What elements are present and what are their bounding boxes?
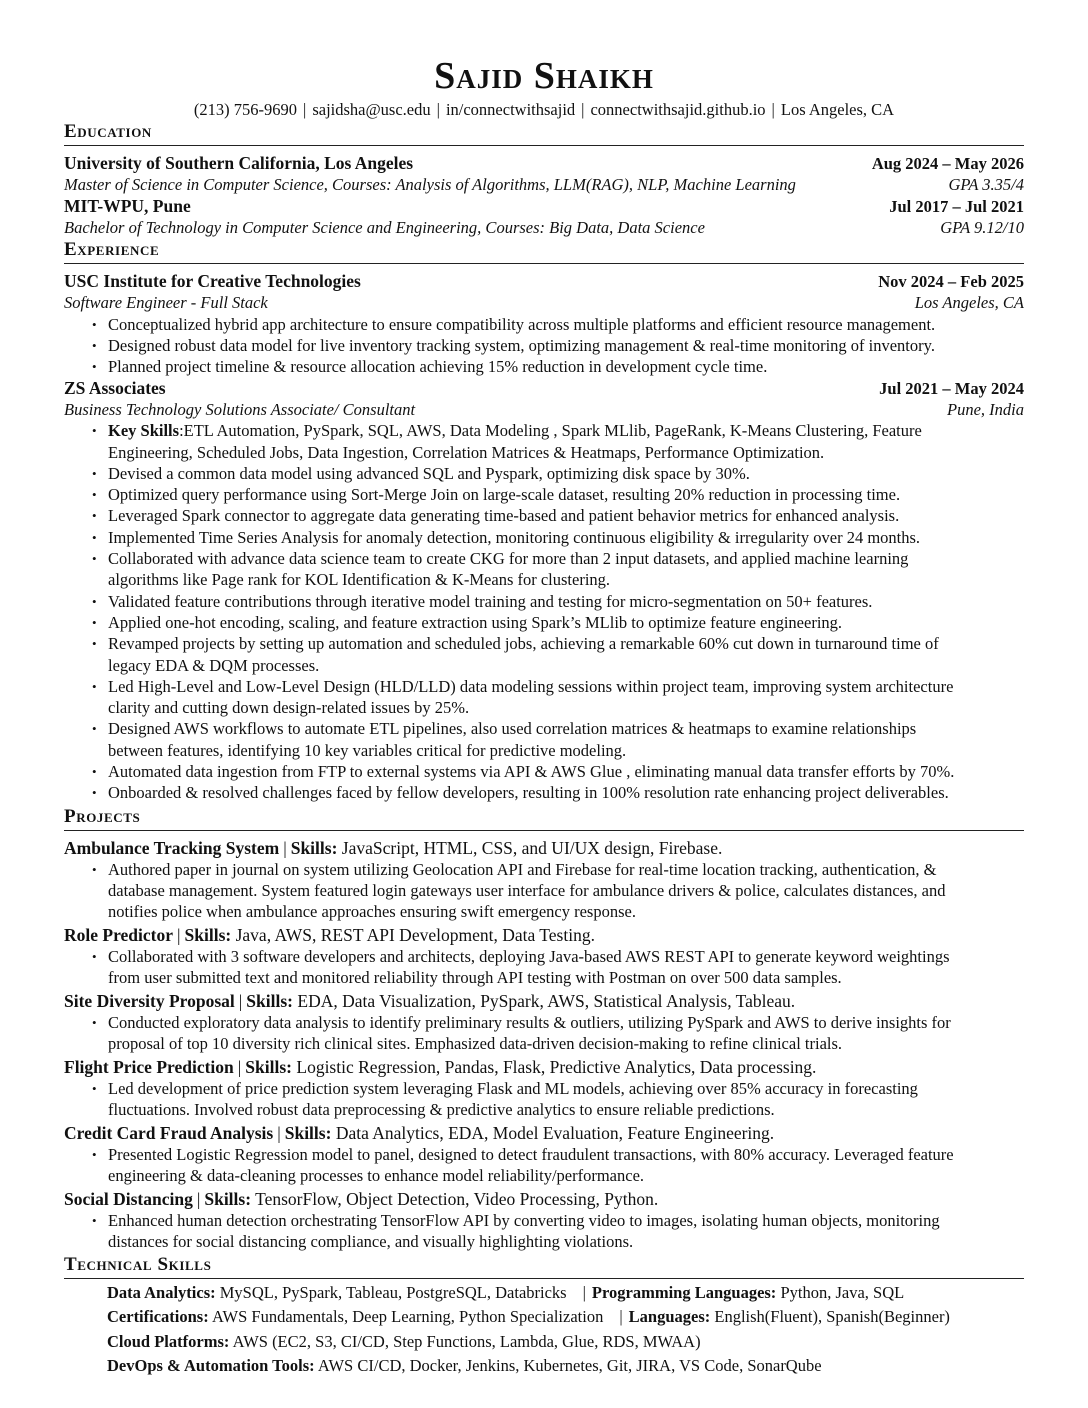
project-name: Role Predictor [64, 924, 174, 945]
bullet-item [108, 859, 1024, 922]
bullet-item [108, 1144, 1024, 1186]
project-skills: Data Analytics, EDA, Model Evaluation, Feature Engineering. [335, 1122, 775, 1143]
bullet-text: engineering & data-cleaning processes to enhance model reliability/performance. [108, 1165, 645, 1185]
education-entry [64, 196, 1024, 239]
bullet-item [108, 782, 1024, 803]
education-dates: Aug 2024 – May 2026 [871, 154, 1024, 173]
bullet-item [108, 1012, 1024, 1054]
bullet-item: • Planned project timeline & resource allocation achieving 15% reduction in development cycle time. [108, 356, 1024, 377]
skill-row [107, 1330, 1024, 1355]
degree: Bachelor of Technology in Computer Science and Engineering, Courses: Big Data, Data Science [64, 217, 705, 237]
separator: | [619, 1307, 623, 1327]
skill-row [107, 1354, 1024, 1379]
linkedin-link[interactable]: in/connectwithsajid [445, 100, 576, 119]
bullet-text: Presented Logistic Regression model to panel, designed to detect fraudulent transactions, with 80% accuracy. Leveraged feature [108, 1144, 954, 1164]
project-skills: Java, AWS, REST API Development, Data Testing. [235, 924, 595, 945]
resume-page [64, 52, 1024, 1379]
key-skills-text: Engineering, Scheduled Jobs, Data Ingestion, Correlation Matrices & Heatmaps, Performance Optimization. [108, 442, 825, 462]
bullet-text: Devised a common data model using advanced SQL and Pyspark, optimizing disk space by 30%. [108, 463, 750, 483]
section-title-technical-skills: Technical Skills [64, 1254, 1024, 1279]
experience-dates: Jul 2021 – May 2024 [879, 378, 1024, 398]
bullet-item [108, 484, 1024, 505]
job-location: Los Angeles, CA [914, 293, 1024, 313]
skill-row [107, 1305, 1024, 1330]
skill-category-label: Languages: [628, 1307, 711, 1327]
key-skills-bullet [108, 420, 1024, 463]
email-link[interactable]: sajidsha@usc.edu [312, 100, 431, 119]
section-title-projects: Projects [64, 806, 1024, 831]
bullet-text: Optimized query performance using Sort-Merge Join on large-scale dataset, resulting 20% reduction in processing time. [108, 485, 901, 505]
bullet-text: fluctuations. Involved robust data preprocessing & predictive analytics to ensure reliable predictions. [108, 1099, 775, 1119]
bullet-item [108, 591, 1024, 612]
school-name: MIT-WPU, Pune [64, 195, 191, 216]
bullet-text: Leveraged Spark connector to aggregate data generating time-based and patient behavior metrics for enhanced analysis. [108, 506, 900, 526]
contact-line: (213) 756-9690 | sajidsha@usc.edu | in/connectwithsajid | connectwithsajid.github.io | Los Angeles, CA [193, 100, 895, 119]
job-role: Software Engineer - Full Stack [64, 293, 268, 313]
bullet-text: Revamped projects by setting up automation and scheduled jobs, achieving a remarkable 60% cut down in turnaround time of [108, 634, 939, 654]
project-heading [64, 1189, 1024, 1210]
bullet-text: Automated data ingestion from FTP to external systems via API & AWS Glue , eliminating manual data transfer efforts by 70%. [108, 762, 955, 782]
bullet-text: clarity and cutting down design-related issues by 25%. [108, 698, 470, 718]
bullet-text: algorithms like Page rank for KOL Identification & K-Means for clustering. [108, 570, 611, 590]
bullet-item [108, 633, 1024, 676]
project-name: Credit Card Fraud Analysis [64, 1122, 274, 1143]
bullet-item [108, 676, 1024, 719]
project-entry [64, 1123, 1024, 1186]
bullet-text: distances for social distancing compliance, and visually highlighting violations. [108, 1231, 634, 1251]
skill-category-label: Cloud Platforms: [107, 1331, 230, 1351]
bullet-item [108, 505, 1024, 526]
bullet-text: Implemented Time Series Analysis for anomaly detection, monitoring continuous eligibility & irregularity over 24 months. [108, 527, 921, 547]
separator: | [177, 924, 181, 945]
project-name: Site Diversity Proposal [64, 990, 235, 1011]
skill-row [107, 1281, 1024, 1306]
technical-skills-list [64, 1281, 1024, 1379]
project-entry [64, 1057, 1024, 1120]
section-title-experience: Experience [64, 239, 1024, 264]
location: Los Angeles, CA [780, 100, 895, 119]
bullet-item [108, 548, 1024, 591]
bullet-text: between features, identifying 10 key variables critical for predictive modeling. [108, 740, 627, 760]
education-dates: Jul 2017 – Jul 2021 [889, 196, 1024, 216]
job-location: Pune, India [947, 399, 1024, 419]
experience-entry [64, 271, 1024, 377]
skill-values: Python, Java, SQL [780, 1282, 905, 1302]
experience-dates: Nov 2024 – Feb 2025 [878, 272, 1024, 292]
project-name: Ambulance Tracking System [64, 837, 280, 858]
separator: | [277, 1122, 281, 1143]
company-name: USC Institute for Creative Technologies [64, 271, 361, 292]
gpa: GPA 9.12/10 [940, 217, 1024, 237]
section-title-education: Education [64, 121, 1024, 146]
skill-values: AWS (EC2, S3, CI/CD, Step Functions, Lambda, Glue, RDS, MWAA) [232, 1331, 701, 1351]
gpa: GPA 3.35/4 [948, 175, 1024, 195]
project-entry [64, 838, 1024, 922]
separator: | [283, 837, 287, 858]
bullet-item: • Conceptualized hybrid app architecture to ensure compatibility across multiple platforms and efficient resource management. [108, 314, 1024, 335]
bullet-text: Conducted exploratory data analysis to identify preliminary results & outliers, utilizing PySpark and AWS to derive insights for [108, 1012, 951, 1032]
skill-category-label: Certifications: [107, 1307, 209, 1327]
skill-values: English(Fluent), Spanish(Beginner) [714, 1307, 950, 1327]
candidate-name: Sajid Shaikh [434, 55, 654, 97]
project-skills: EDA, Data Visualization, PySpark, AWS, Statistical Analysis, Tableau. [297, 990, 796, 1011]
bullet-item: • Designed robust data model for live inventory tracking system, optimizing management & real-time monitoring of inventory. [108, 335, 1024, 356]
project-name: Social Distancing [64, 1188, 193, 1209]
project-heading [64, 1057, 1024, 1078]
education-entry [64, 153, 1024, 196]
bullet-item [108, 761, 1024, 782]
project-entry [64, 991, 1024, 1054]
bullet-text: Enhanced human detection orchestrating TensorFlow API by converting video to images, isolating human objects, monitoring [108, 1210, 940, 1230]
bullet-text: Collaborated with advance data science team to create CKG for more than 2 input datasets, and applied machine learning [108, 549, 909, 569]
skills-label: Skills: [290, 837, 338, 858]
degree: Master of Science in Computer Science, Courses: Analysis of Algorithms, LLM(RAG), NLP, Machine Learning [64, 175, 796, 195]
skills-label: Skills: [284, 1122, 332, 1143]
skill-values: AWS Fundamentals, Deep Learning, Python Specialization [211, 1307, 604, 1327]
separator: | [582, 1282, 586, 1302]
skills-label: Skills: [246, 990, 293, 1011]
bullet-text: legacy EDA & DQM processes. [108, 655, 320, 675]
bullet-text: Applied one-hot encoding, scaling, and feature extraction using Spark’s MLlib to optimize feature engineering. [108, 612, 843, 632]
project-entry [64, 925, 1024, 988]
bullet-item [108, 946, 1024, 988]
project-skills: TensorFlow, Object Detection, Video Processing, Python. [255, 1188, 659, 1209]
website-link[interactable]: connectwithsajid.github.io [590, 100, 766, 119]
company-name: ZS Associates [64, 377, 166, 398]
skill-category-label: DevOps & Automation Tools: [107, 1356, 315, 1376]
bullet-text: Collaborated with 3 software developers and architects, deploying Java-based AWS REST API to generate keyword weightings [108, 946, 950, 966]
bullet-item [108, 463, 1024, 484]
project-entry [64, 1189, 1024, 1252]
key-skills-text: :ETL Automation, PySpark, SQL, AWS, Data Modeling , Spark MLlib, PageRank, K-Means Clustering, Feature [179, 421, 922, 441]
project-skills: JavaScript, HTML, CSS, and UI/UX design, Firebase. [341, 837, 723, 858]
experience-entry [64, 378, 1024, 804]
bullet-item [108, 527, 1024, 548]
bullet-text: from user submitted text and monitored reliability through API testing with Postman on over 500 data samples. [108, 967, 842, 987]
skills-label: Skills: [204, 1188, 252, 1209]
bullet-text: Validated feature contributions through iterative model training and testing for micro-segmentation on 50+ features. [108, 591, 873, 611]
project-heading [64, 1123, 1024, 1144]
project-heading [64, 925, 1024, 946]
skills-label: Skills: [184, 924, 232, 945]
bullet-text: notifies police when ambulance approaches ensuring swift emergency response. [108, 901, 636, 921]
separator: | [196, 1188, 201, 1209]
bullet-text: Authored paper in journal on system utilizing Geolocation API and Firebase for real-time location tracking, authentication, & [108, 859, 937, 879]
bullet-text: proposal of top 10 diversity rich clinical sites. Emphasized data-driven decision-making to refine clinical trials. [108, 1033, 843, 1053]
job-role: Business Technology Solutions Associate/ Consultant [64, 399, 416, 419]
separator: | [237, 1056, 242, 1077]
skill-values: AWS CI/CD, Docker, Jenkins, Kubernetes, Git, JIRA, VS Code, SonarQube [317, 1356, 822, 1376]
school-name: University of Southern California, Los Angeles [64, 153, 414, 173]
projects-list [64, 838, 1024, 1252]
project-name: Flight Price Prediction [64, 1056, 234, 1077]
bullet-text: Led development of price prediction system leveraging Flask and ML models, achieving over 85% accuracy in forecasting [108, 1078, 918, 1098]
bullet-item [108, 718, 1024, 761]
skill-values: MySQL, PySpark, Tableau, PostgreSQL, Databricks [219, 1282, 567, 1302]
bullet-item [108, 612, 1024, 633]
bullet-text: database management. System featured login gateways user interface for ambulance drivers & police, calculates distances, and [108, 880, 946, 900]
project-heading [64, 991, 1024, 1012]
key-skills-label: Key Skills [108, 421, 180, 441]
phone: (213) 756-9690 [193, 100, 298, 119]
skill-category-label: Data Analytics: [107, 1282, 216, 1302]
bullet-text: Onboarded & resolved challenges faced by fellow developers, resulting in 100% resolution rate enhancing project deliverables. [108, 783, 949, 803]
skill-category-label: Programming Languages: [591, 1282, 777, 1302]
bullet-text: Designed AWS workflows to automate ETL pipelines, also used correlation matrices & heatmaps to examine relationships [108, 719, 917, 739]
project-skills: Logistic Regression, Pandas, Flask, Predictive Analytics, Data processing. [296, 1056, 817, 1077]
bullet-text: Led High-Level and Low-Level Design (HLD/LLD) data modeling sessions within project team, improving system architecture [108, 676, 954, 696]
project-heading [64, 838, 1024, 859]
skills-label: Skills: [245, 1056, 292, 1077]
separator: | [238, 990, 243, 1011]
bullet-item [108, 1210, 1024, 1252]
bullet-item [108, 1078, 1024, 1120]
